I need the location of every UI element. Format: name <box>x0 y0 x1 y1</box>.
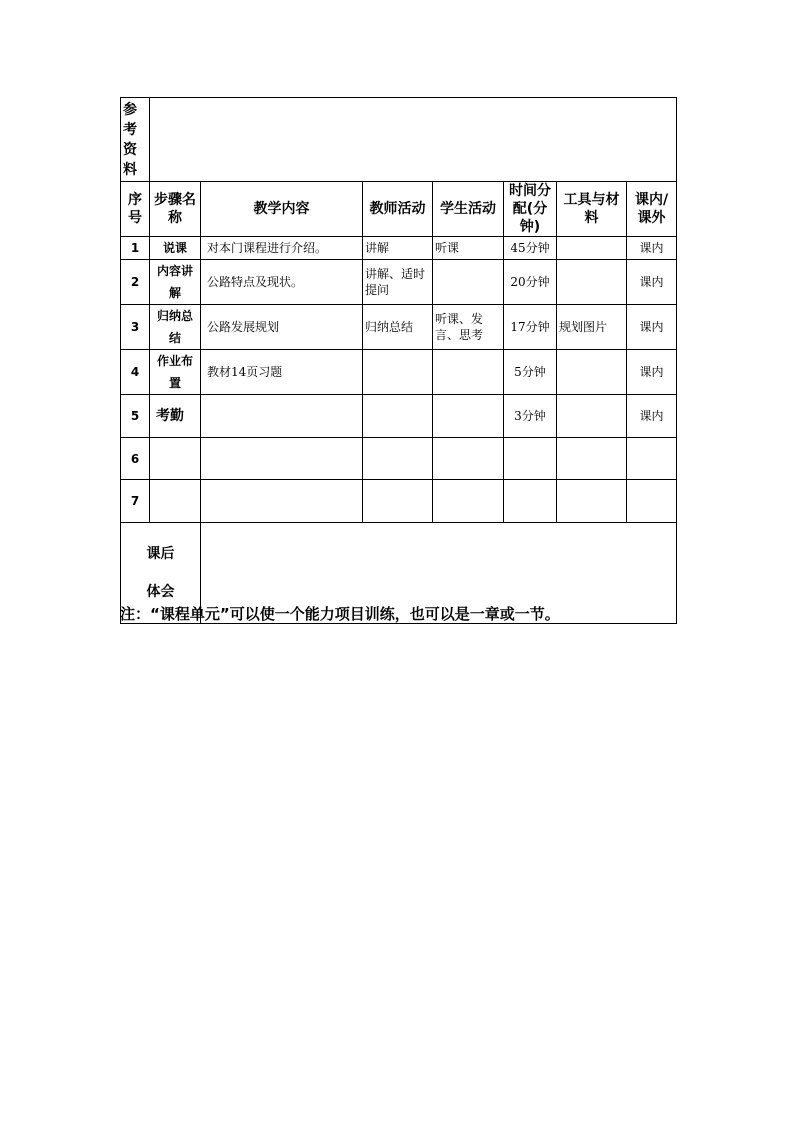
row-teacher <box>363 480 433 523</box>
header-step: 步骤名称 <box>150 182 201 237</box>
row-seq: 6 <box>121 438 150 480</box>
row-step: 归纳总结 <box>150 305 201 350</box>
row-teacher: 讲解 <box>363 237 433 260</box>
row-place: 课内 <box>627 237 677 260</box>
reference-row <box>121 98 677 182</box>
row-seq: 4 <box>121 350 150 395</box>
row-time <box>504 438 557 480</box>
table-row <box>121 395 677 438</box>
header-time: 时间分配(分钟) <box>504 182 557 237</box>
row-step <box>150 480 201 523</box>
row-time: 20分钟 <box>504 260 557 305</box>
row-place <box>627 480 677 523</box>
row-place: 课内 <box>627 350 677 395</box>
row-content: 公路特点及现状。 <box>201 260 363 305</box>
row-content <box>201 438 363 480</box>
row-place: 课内 <box>627 395 677 438</box>
row-place <box>627 438 677 480</box>
reference-label: 参考资料 <box>121 98 150 182</box>
row-tools <box>557 260 627 305</box>
row-content: 教材14页习题 <box>201 350 363 395</box>
row-seq: 1 <box>121 237 150 260</box>
row-tools <box>557 395 627 438</box>
table-row <box>121 480 677 523</box>
row-tools <box>557 438 627 480</box>
row-student <box>433 260 504 305</box>
table-row <box>121 305 677 350</box>
table-row <box>121 260 677 305</box>
row-time: 17分钟 <box>504 305 557 350</box>
row-student <box>433 350 504 395</box>
row-tools <box>557 237 627 260</box>
header-teacher: 教师活动 <box>363 182 433 237</box>
row-student: 听课、发言、思考 <box>433 305 504 350</box>
row-content: 公路发展规划 <box>201 305 363 350</box>
row-step: 说课 <box>150 237 201 260</box>
row-student <box>433 395 504 438</box>
row-student <box>433 480 504 523</box>
row-teacher: 归纳总结 <box>363 305 433 350</box>
row-place: 课内 <box>627 305 677 350</box>
lesson-plan-table <box>120 97 677 624</box>
reference-content <box>150 98 677 182</box>
header-tools: 工具与材料 <box>557 182 627 237</box>
row-time: 45分钟 <box>504 237 557 260</box>
row-step <box>150 438 201 480</box>
row-tools <box>557 480 627 523</box>
row-content: 对本门课程进行介绍。 <box>201 237 363 260</box>
table-row <box>121 237 677 260</box>
row-time: 5分钟 <box>504 350 557 395</box>
row-student: 听课 <box>433 237 504 260</box>
header-seq: 序号 <box>121 182 150 237</box>
row-content <box>201 395 363 438</box>
table-row <box>121 350 677 395</box>
header-row <box>121 182 677 237</box>
row-step: 内容讲解 <box>150 260 201 305</box>
row-tools <box>557 350 627 395</box>
table-row <box>121 438 677 480</box>
row-place: 课内 <box>627 260 677 305</box>
row-time <box>504 480 557 523</box>
row-step: 考勤 <box>150 395 201 438</box>
row-tools: 规划图片 <box>557 305 627 350</box>
header-student: 学生活动 <box>433 182 504 237</box>
footnote: 注：“课程单元”可以使一个能力项目训练，也可以是一章或一节。 <box>120 605 560 623</box>
header-content: 教学内容 <box>201 182 363 237</box>
row-student <box>433 438 504 480</box>
row-teacher <box>363 350 433 395</box>
row-step: 作业布置 <box>150 350 201 395</box>
row-time: 3分钟 <box>504 395 557 438</box>
header-place: 课内/课外 <box>627 182 677 237</box>
row-teacher <box>363 395 433 438</box>
row-seq: 2 <box>121 260 150 305</box>
row-content <box>201 480 363 523</box>
row-seq: 7 <box>121 480 150 523</box>
after-class-label-text: 课后体会 <box>146 546 175 600</box>
row-teacher <box>363 438 433 480</box>
row-teacher: 讲解、适时提问 <box>363 260 433 305</box>
row-seq: 5 <box>121 395 150 438</box>
row-seq: 3 <box>121 305 150 350</box>
